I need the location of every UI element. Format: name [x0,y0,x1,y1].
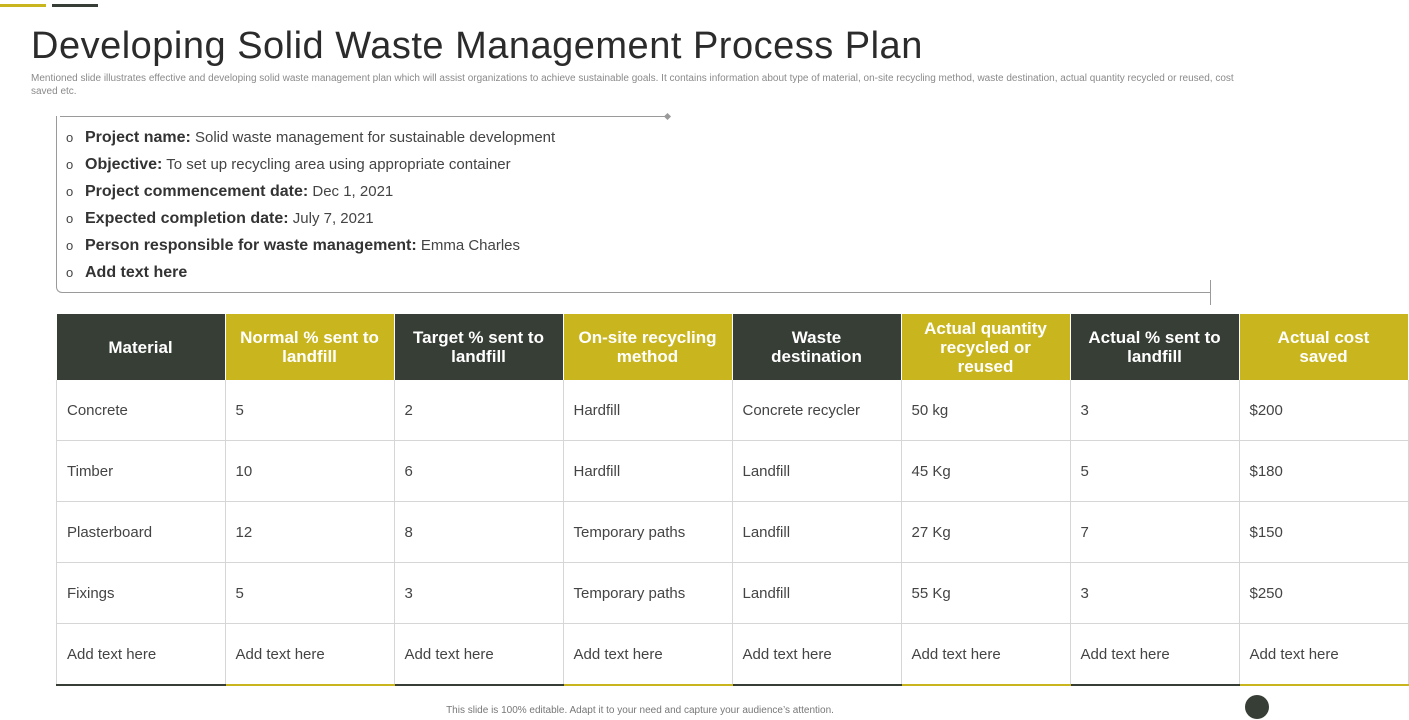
table-cell: Add text here [732,624,901,686]
header-actual-percent: Actual % sent to landfill [1070,314,1239,380]
table-cell: Concrete recycler [732,380,901,441]
project-info-item [66,154,555,181]
table-cell: Landfill [732,502,901,563]
table-cell: Landfill [732,563,901,624]
header-material: Material [57,314,226,380]
table-cell: Add text here [1239,624,1408,686]
project-info-value: Dec 1, 2021 [312,183,394,200]
table-cell: Landfill [732,441,901,502]
table-cell: 50 kg [901,380,1070,441]
table-row [57,624,1409,686]
circle-bullet-icon: o [66,130,74,145]
project-info-item [66,262,555,289]
footer-note: This slide is 100% editable. Adapt it to your need and capture your audience’s attention. [446,705,834,716]
project-info-label: Person responsible for waste management: [85,237,417,254]
table-cell: 5 [225,380,394,441]
waste-management-table [56,314,1409,686]
circle-bullet-icon: o [66,157,74,172]
table-cell: Concrete [57,380,226,441]
circle-bullet-icon: o [66,211,74,226]
info-frame-tick [1210,280,1211,305]
table-cell: 45 Kg [901,441,1070,502]
project-info-item [66,127,555,154]
table-header-row [57,314,1409,380]
page-subtitle: Mentioned slide illustrates effective and developing solid waste management plan which will assist organizations to achieve sustainable goals. It contains information about type of material, on-site recycling method, waste destination, actual quantity recycled or reused, cost saved etc. [31,73,1234,97]
header-actual-quantity: Actual quantity recycled or reused [901,314,1070,380]
table-cell: Add text here [394,624,563,686]
project-info-item [66,181,555,208]
project-info-value: To set up recycling area using appropriate container [166,156,511,173]
table-cell: Add text here [901,624,1070,686]
table-cell: Hardfill [563,441,732,502]
project-info-label: Project commencement date: [85,183,309,200]
table-cell: 3 [1070,563,1239,624]
table-cell: 3 [394,563,563,624]
header-recycling-method: On-site recycling method [563,314,732,380]
table-cell: 3 [1070,380,1239,441]
table-cell: Add text here [563,624,732,686]
project-info-item [66,235,555,262]
table-cell: 5 [1070,441,1239,502]
project-info-value: Solid waste management for sustainable development [194,129,556,146]
project-info-value: Emma Charles [420,237,521,254]
project-info-label: Objective: [85,156,163,173]
table-cell: 27 Kg [901,502,1070,563]
table-cell: $200 [1239,380,1408,441]
table-cell: 7 [1070,502,1239,563]
table-cell: 10 [225,441,394,502]
project-info-list [66,127,555,289]
circle-bullet-icon: o [66,184,74,199]
table-cell: 5 [225,563,394,624]
table-cell: 6 [394,441,563,502]
table-row [57,380,1409,441]
table-row [57,563,1409,624]
table-cell: $180 [1239,441,1408,502]
corner-circle-icon [1245,695,1269,719]
project-info-label: Expected completion date: [85,210,289,227]
header-normal-percent: Normal % sent to landfill [225,314,394,380]
circle-bullet-icon: o [66,238,74,253]
table-row [57,441,1409,502]
project-info-label: Add text here [85,264,188,281]
table-row [57,502,1409,563]
header-cost-saved: Actual cost saved [1239,314,1408,380]
table-cell: Timber [57,441,226,502]
header-waste-destination: Waste destination [732,314,901,380]
table-cell: Plasterboard [57,502,226,563]
table-cell: 55 Kg [901,563,1070,624]
table-cell: Add text here [1070,624,1239,686]
header-target-percent: Target % sent to landfill [394,314,563,380]
table-cell: Temporary paths [563,563,732,624]
project-info-label: Project name: [85,129,191,146]
circle-bullet-icon: o [66,265,74,280]
table-cell: 2 [394,380,563,441]
accent-bar-gold [0,4,46,7]
table-cell: $150 [1239,502,1408,563]
project-info-item [66,208,555,235]
table-cell: 12 [225,502,394,563]
table-cell: $250 [1239,563,1408,624]
table-cell: Add text here [225,624,394,686]
info-frame-top-line [60,116,666,117]
table-cell: 8 [394,502,563,563]
table-cell: Temporary paths [563,502,732,563]
page-title: Developing Solid Waste Management Process Plan [31,25,923,67]
accent-bar-dark [52,4,98,7]
table-cell: Fixings [57,563,226,624]
table-cell: Add text here [57,624,226,686]
project-info-value: July 7, 2021 [292,210,374,227]
table-cell: Hardfill [563,380,732,441]
